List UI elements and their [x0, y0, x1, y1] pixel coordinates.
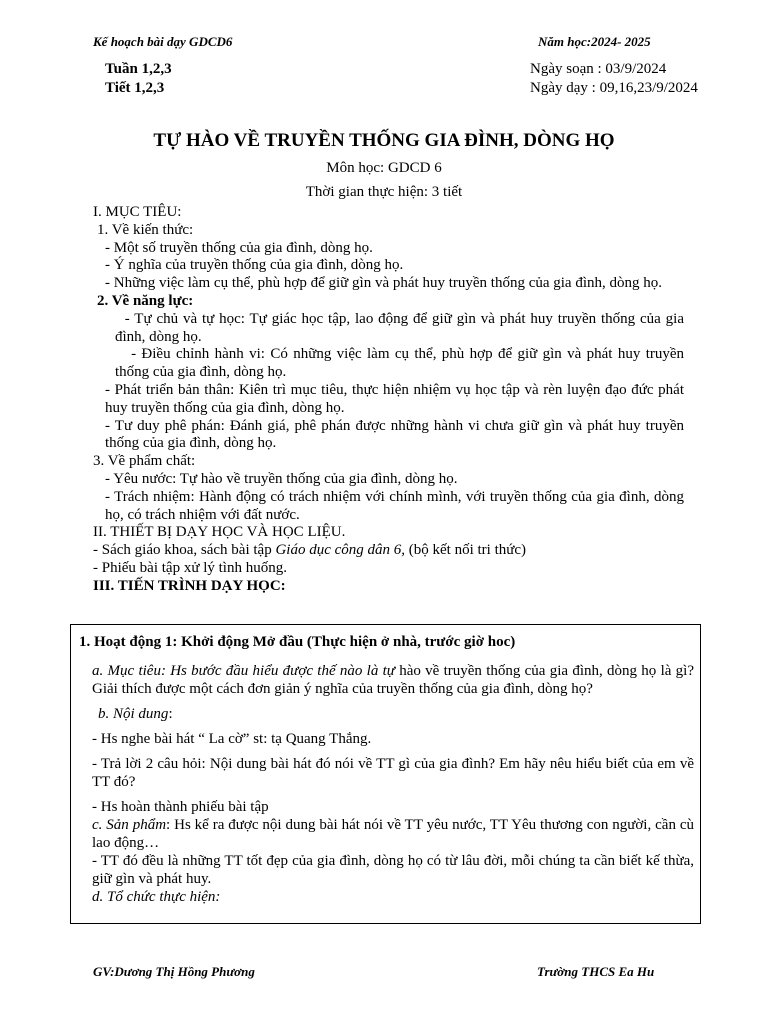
activity-goal: a. Mục tiêu: Hs bước đầu hiểu được thế nào là tự hào về truyền thống của gia đình, dòng họ là gì? Giải thích được một cách đơn giản ý nghĩa của truyền thống của gia đình, dòng họ? — [92, 663, 694, 697]
quality-heading: 3. Về phẩm chất: — [93, 453, 196, 470]
activity-product: c. Sản phẩm: Hs kể ra được nội dung bài hát nói về TT yêu nước, TT Yêu thương con người, cần cù lao động… — [92, 817, 694, 851]
activity-content — [92, 662, 694, 906]
section-objectives-heading: I. MỤC TIÊU: — [93, 204, 182, 220]
knowledge-item: - Một số truyền thống của gia đình, dòng họ. — [105, 239, 373, 256]
activity-content-label: b. Nội dung: — [98, 706, 173, 722]
competence-heading: 2. Về năng lực: — [97, 292, 194, 309]
competence-item: - Phát triển bản thân: Kiên trì mục tiêu, thực hiện nhiệm vụ học tập và rèn luyện đạo đức phát huy truyền thống của gia đình, dòng họ. — [105, 381, 684, 416]
footer-teacher: GV:Dương Thị Hồng Phương — [93, 964, 255, 979]
activity-heading: 1. Hoạt động 1: Khởi động Mở đầu (Thực hiện ở nhà, trước giờ hoc) — [79, 634, 516, 650]
quality-item: - Yêu nước: Tự hào về truyền thống của gia đình, dòng họ. — [105, 470, 458, 487]
duration-line: Thời gian thực hiện: 3 tiết — [305, 184, 463, 200]
competence-item: - Tư duy phê phán: Đánh giá, phê phán được những hành vi chưa giữ gìn và phát huy truyền thống của gia đình, dòng họ. — [105, 417, 684, 452]
competence-item: - Tự chủ và tự học: Tự giác học tập, lao động để giữ gìn và phát huy truyền thống của gia đình, dòng họ. — [115, 310, 688, 345]
lesson-meta-left — [105, 60, 172, 98]
activity-product-more: - TT đó đều là những TT tốt đẹp của gia đình, dòng họ có từ lâu đời, mỗi chúng ta cần biết kế thừa, giữ gìn và phát huy. — [92, 853, 694, 887]
lesson-body — [93, 204, 688, 596]
activity-box — [70, 624, 701, 924]
period-label: Tiết 1,2,3 — [105, 80, 165, 96]
quality-item: - Trách nhiệm: Hành động có trách nhiệm với chính mình, với truyền thống của gia đình, dòng họ, có trách nhiệm với đất nước. — [105, 488, 684, 523]
footer-school: Trường THCS Ea Hu — [537, 964, 655, 979]
header-school-year: Năm học:2024- 2025 — [538, 34, 651, 49]
knowledge-item: - Ý nghĩa của truyền thống của gia đình, dòng họ. — [105, 257, 404, 274]
lesson-meta-right — [530, 60, 698, 98]
activity-organize-label: d. Tổ chức thực hiện: — [92, 889, 221, 905]
week-label: Tuần 1,2,3 — [105, 61, 172, 77]
subject-line: Môn học: GDCD 6 — [326, 160, 442, 176]
teach-date: Ngày dạy : 09,16,23/9/2024 — [530, 80, 698, 96]
equipment-item: - Phiếu bài tập xử lý tình huống. — [93, 559, 287, 576]
header-plan-title: Kế hoạch bài dạy GDCD6 — [93, 34, 233, 49]
lesson-title: TỰ HÀO VỀ TRUYỀN THỐNG GIA ĐÌNH, DÒNG HỌ — [153, 130, 615, 151]
knowledge-item: - Những việc làm cụ thể, phù hợp để giữ gìn và phát huy truyền thống của gia đình, dòng họ. — [105, 275, 662, 292]
prep-date: Ngày soạn : 03/9/2024 — [530, 61, 667, 77]
equipment-item: - Sách giáo khoa, sách bài tập Giáo dục công dân 6, (bộ kết nối tri thức) — [93, 542, 527, 559]
activity-content-item: - Hs hoàn thành phiếu bài tập — [92, 799, 269, 815]
section-process-heading: III. TIẾN TRÌNH DẠY HỌC: — [93, 577, 286, 594]
section-equipment-heading: II. THIẾT BỊ DẠY HỌC VÀ HỌC LIỆU. — [93, 524, 346, 541]
activity-content-item: - Hs nghe bài hát “ La cờ” st: tạ Quang Thắng. — [92, 731, 372, 747]
competence-item: - Điều chỉnh hành vi: Có những việc làm cụ thể, phù hợp để giữ gìn và phát huy truyền thống của gia đình, dòng họ. — [115, 346, 688, 381]
knowledge-heading: 1. Về kiến thức: — [97, 221, 194, 238]
activity-content-item: - Trả lời 2 câu hỏi: Nội dung bài hát đó nói về TT gì của gia đình? Em hãy nêu hiểu biết của em về TT đó? — [92, 756, 694, 790]
